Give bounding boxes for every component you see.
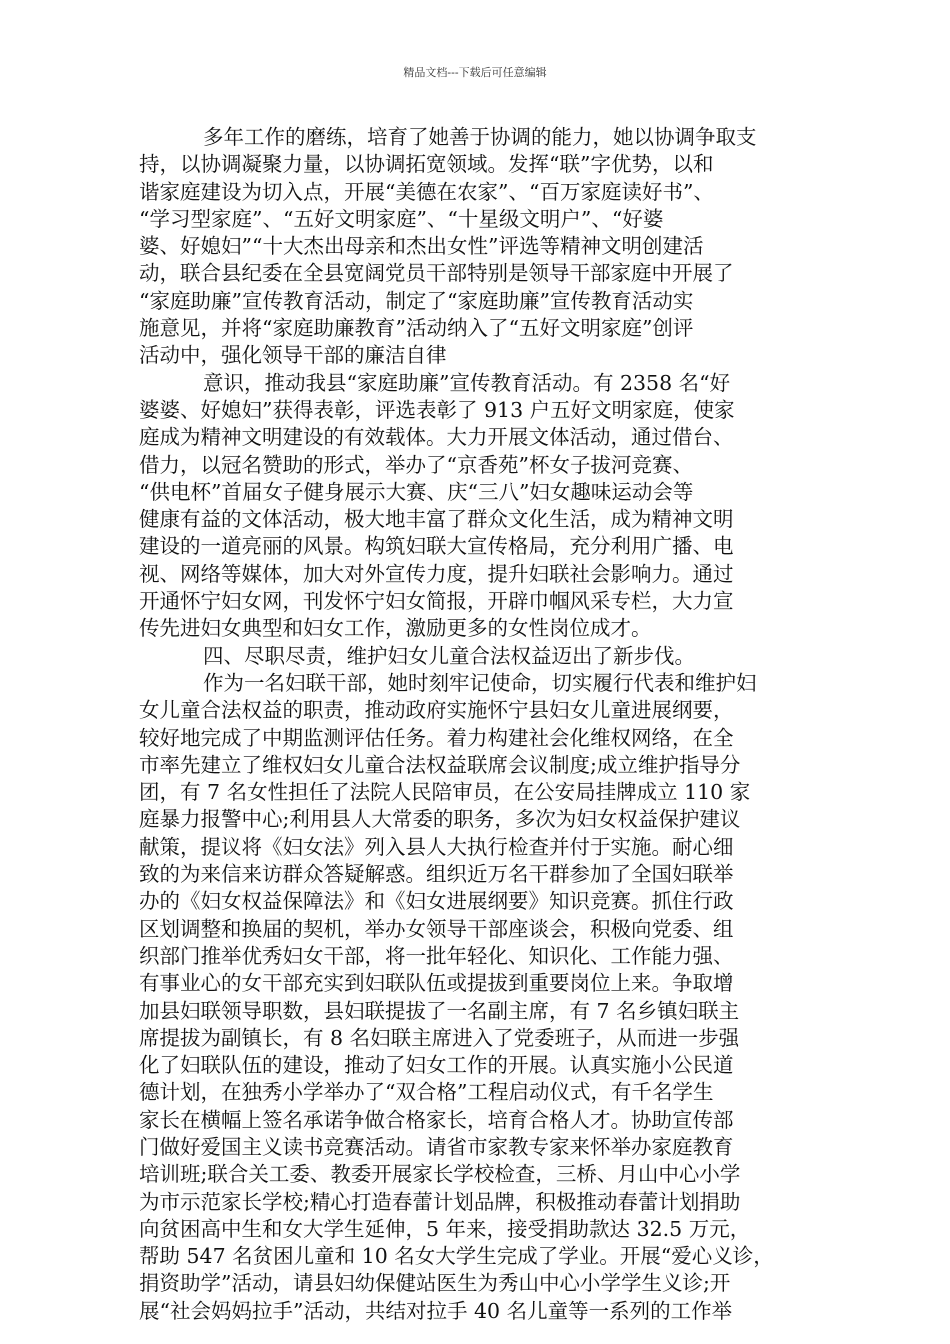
text-line: 建设的一道亮丽的风景。构筑妇联大宣传格局，充分利用广播、电 bbox=[139, 534, 734, 559]
text-line: 市率先建立了维权妇女儿童合法权益联席会议制度;成立维护指导分 bbox=[139, 752, 741, 777]
text-line: 借力，以冠名赞助的形式，举办了“京香苑”杯女子拔河竞赛、 bbox=[139, 452, 693, 477]
text-line: 致的为来信来访群众答疑解惑。组织近万名干群参加了全国妇联举 bbox=[139, 862, 734, 887]
text-line: 德计划，在独秀小学举办了“双合格”工程启动仪式，有千名学生 bbox=[139, 1080, 714, 1105]
text-line: 婆婆、好媳妇”获得表彰，评选表彰了 913 户五好文明家庭，使家 bbox=[139, 397, 735, 422]
text-line: 施意见，并将“家庭助廉教育”活动纳入了“五好文明家庭”创评 bbox=[139, 316, 694, 341]
text-line: 活动中，强化领导干部的廉洁自律 bbox=[139, 343, 447, 368]
text-line: 动，联合县纪委在全县宽阔党员干部特别是领导干部家庭中开展了 bbox=[139, 261, 734, 286]
text-line: 开通怀宁妇女网，刊发怀宁妇女简报，开辟巾帼风采专栏，大力宣 bbox=[139, 589, 734, 614]
text-line: 席提拔为副镇长，有 8 名妇联主席进入了党委班子，从而进一步强 bbox=[139, 1025, 740, 1050]
text-line: 区划调整和换届的契机，举办女领导干部座谈会，积极向党委、组 bbox=[139, 916, 734, 941]
text-line: 女儿童合法权益的职责，推动政府实施怀宁县妇女儿童进展纲要， bbox=[139, 698, 734, 723]
text-line: 门做好爱国主义读书竞赛活动。请省市家教专家来怀举办家庭教育 bbox=[139, 1134, 734, 1159]
text-line: 化了妇联队伍的建设，推动了妇女工作的开展。认真实施小公民道 bbox=[139, 1053, 734, 1078]
text-line: 庭成为精神文明建设的有效载体。大力开展文体活动，通过借台、 bbox=[139, 425, 734, 450]
paragraph-2 bbox=[139, 370, 835, 643]
text-line: 捐资助学”活动，请县妇幼保健站医生为秀山中心小学学生义诊;开 bbox=[139, 1271, 731, 1296]
text-line: 持，以协调凝聚力量，以协调拓宽领域。发挥“联”字优势，以和 bbox=[139, 152, 714, 177]
text-line: 展“社会妈妈拉手”活动，共结对拉手 40 名儿童等一系列的工作举 bbox=[139, 1298, 733, 1323]
text-line: 较好地完成了中期监测评估任务。着力构建社会化维权网络，在全 bbox=[139, 725, 734, 750]
section-heading bbox=[139, 643, 835, 670]
text-line: 庭暴力报警中心;利用县人大常委的职务，多次为妇女权益保护建议 bbox=[139, 807, 741, 832]
document-body bbox=[139, 124, 835, 1325]
text-line: 团，有 7 名女性担任了法院人民陪审员，在公安局挂牌成立 110 家 bbox=[139, 780, 751, 805]
text-line: 献策，提议将《妇女法》列入县人大执行检查并付于实施。耐心细 bbox=[139, 834, 734, 859]
text-line: 有事业心的女干部充实到妇联队伍或提拔到重要岗位上来。争取增 bbox=[139, 971, 734, 996]
paragraph-3 bbox=[139, 670, 835, 1325]
text-line: “供电杯”首届女子健身展示大赛、庆“三八”妇女趣味运动会等 bbox=[139, 479, 694, 504]
text-line: 织部门推举优秀妇女干部，将一批年轻化、知识化、工作能力强、 bbox=[139, 943, 734, 968]
paragraph-1 bbox=[139, 124, 835, 370]
text-line: 为市示范家长学校;精心打造春蕾计划品牌，积极推动春蕾计划捐助 bbox=[139, 1189, 741, 1214]
text-line: “学习型家庭”、“五好文明家庭”、“十星级文明户”、“好婆 bbox=[139, 206, 664, 231]
text-line: 婆、好媳妇”“十大杰出母亲和杰出女性”评选等精神文明创建活 bbox=[139, 234, 704, 259]
text-line: 帮助 547 名贫困儿童和 10 名女大学生完成了学业。开展“爱心义诊， bbox=[139, 1244, 774, 1269]
text-line: 健康有益的文体活动，极大地丰富了群众文化生活，成为精神文明 bbox=[139, 507, 734, 532]
text-line: 家长在横幅上签名承诺争做合格家长，培育合格人才。协助宣传部 bbox=[139, 1107, 734, 1132]
text-line: 作为一名妇联干部，她时刻牢记使命，切实履行代表和维护妇 bbox=[203, 670, 757, 695]
text-line: “家庭助廉”宣传教育活动，制定了“家庭助廉”宣传教育活动实 bbox=[139, 288, 694, 313]
text-line: 办的《妇女权益保障法》和《妇女进展纲要》知识竞赛。抓住行政 bbox=[139, 889, 734, 914]
section-heading-text: 四、尽职尽责，维护妇女儿童合法权益迈出了新步伐。 bbox=[203, 643, 695, 668]
text-line: 传先进妇女典型和妇女工作，激励更多的女性岗位成才。 bbox=[139, 616, 652, 641]
text-line: 谐家庭建设为切入点，开展“美德在农家”、“百万家庭读好书”、 bbox=[139, 179, 714, 204]
text-line: 向贫困高中生和女大学生延伸，5 年来，接受捐助款达 32.5 万元， bbox=[139, 1216, 751, 1241]
text-line: 多年工作的磨练，培育了她善于协调的能力，她以协调争取支 bbox=[203, 125, 757, 149]
text-line: 培训班;联合关工委、教委开展家长学校检查，三桥、月山中心小学 bbox=[139, 1162, 741, 1187]
text-line: 意识，推动我县“家庭助廉”宣传教育活动。有 2358 名“好 bbox=[203, 370, 731, 395]
page-header: 精品文档---下载后可任意编辑 bbox=[403, 66, 547, 79]
text-line: 视、网络等媒体，加大对外宣传力度，提升妇联社会影响力。通过 bbox=[139, 561, 734, 586]
text-line: 加县妇联领导职数，县妇联提拔了一名副主席，有 7 名乡镇妇联主 bbox=[139, 998, 740, 1023]
